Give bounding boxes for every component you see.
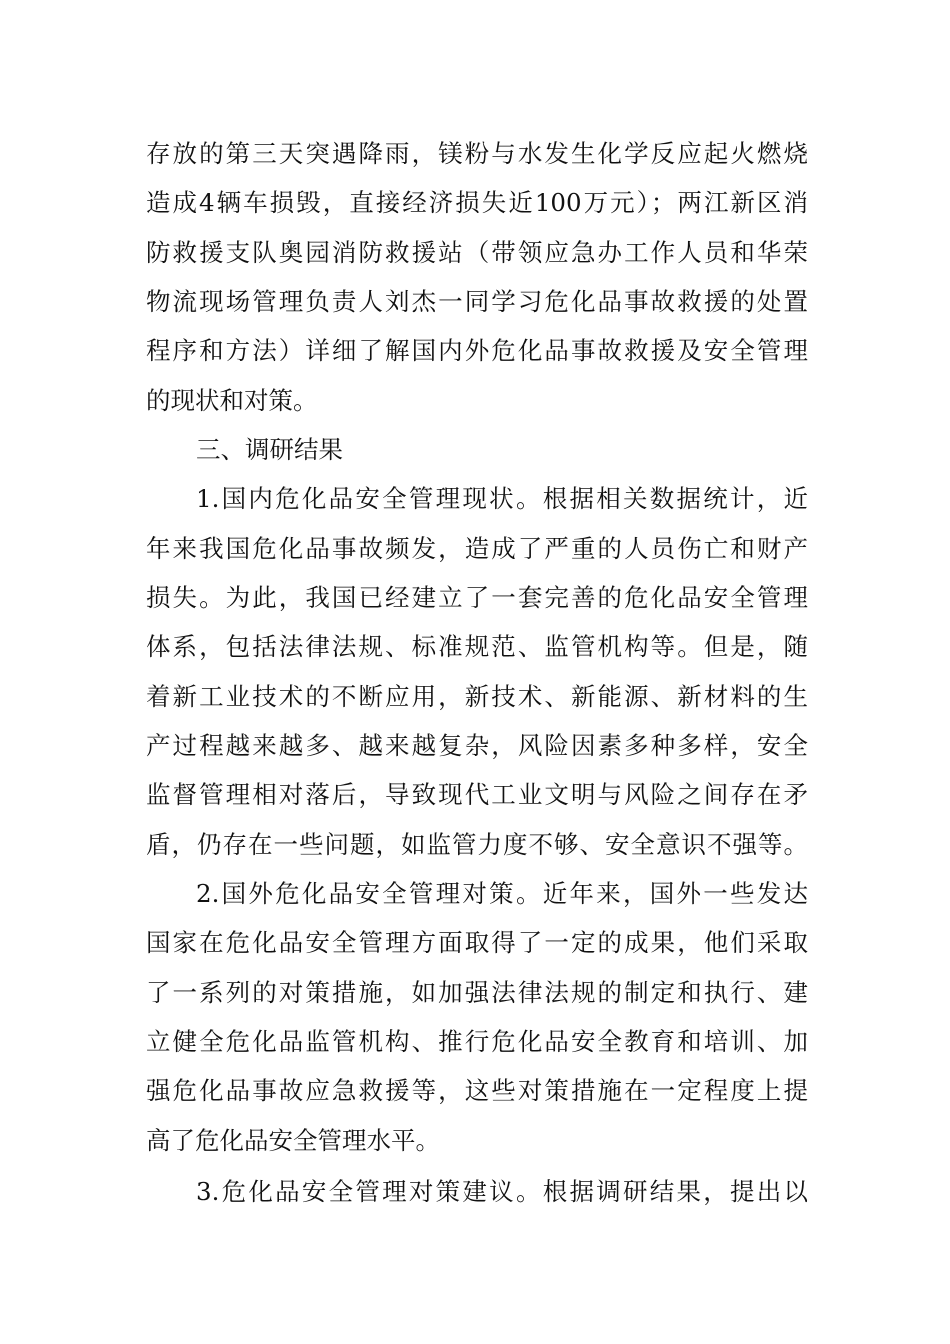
text-line: 年来我国危化品事故频发，造成了严重的人员伤亡和财产 <box>146 534 808 563</box>
text-line: 2.国外危化品安全管理对策。近年来，国外一些发达 <box>196 879 808 908</box>
text-line: 国家在危化品安全管理方面取得了一定的成果，他们采取 <box>146 928 808 957</box>
text-line: 立健全危化品监管机构、推行危化品安全教育和培训、加 <box>146 1027 808 1056</box>
text-line: 程序和方法）详细了解国内外危化品事故救援及安全管理 <box>146 336 808 365</box>
text-line: 盾，仍存在一些问题，如监管力度不够、安全意识不强等。 <box>146 830 808 859</box>
text-line: 3.危化品安全管理对策建议。根据调研结果，提出以 <box>196 1177 808 1206</box>
text-line: 存放的第三天突遇降雨，镁粉与水发生化学反应起火燃烧 <box>146 139 808 168</box>
section-heading: 三、调研结果 <box>196 435 343 464</box>
text-line: 强危化品事故应急救援等，这些对策措施在一定程度上提 <box>146 1076 808 1105</box>
text-line: 产过程越来越多、越来越复杂，风险因素多种多样，安全 <box>146 731 808 760</box>
text-line: 的现状和对策。 <box>146 386 318 415</box>
text-line: 监督管理相对落后，导致现代工业文明与风险之间存在矛 <box>146 780 808 809</box>
text-line: 了一系列的对策措施，如加强法律法规的制定和执行、建 <box>146 978 808 1007</box>
text-line: 防救援支队奥园消防救援站（带领应急办工作人员和华荣 <box>146 238 808 267</box>
text-line: 体系，包括法律法规、标准规范、监管机构等。但是，随 <box>146 632 808 661</box>
text-line: 造成4辆车损毁，直接经济损失近100万元）；两江新区消 <box>146 188 808 217</box>
text-line: 1.国内危化品安全管理现状。根据相关数据统计，近 <box>196 484 808 513</box>
text-line: 着新工业技术的不断应用，新技术、新能源、新材料的生 <box>146 682 808 711</box>
text-line: 高了危化品安全管理水平。 <box>146 1126 440 1155</box>
text-line: 物流现场管理负责人刘杰一同学习危化品事故救援的处置 <box>146 287 808 316</box>
text-line: 损失。为此，我国已经建立了一套完善的危化品安全管理 <box>146 583 808 612</box>
